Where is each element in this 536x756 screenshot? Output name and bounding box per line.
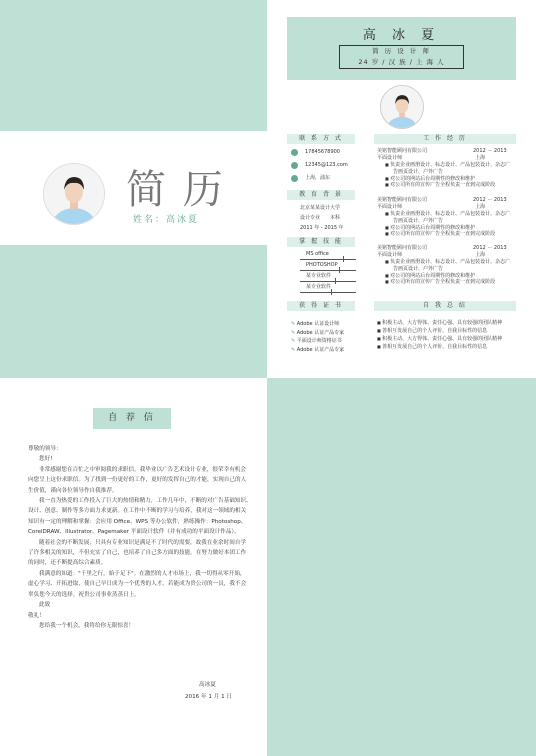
education-period: 2011 年 - 2015 年 — [300, 225, 344, 231]
phone-icon — [291, 149, 298, 156]
job-bullet: ■ 对公司的网站后台周期性的修改和维护 — [385, 273, 517, 280]
resume-meta: 24 岁 / 汉 族 / 上 海 人 — [358, 58, 445, 66]
letter-title: 自 荐 信 — [108, 413, 156, 423]
cover-big-title: 简 历 — [126, 167, 225, 213]
skill-label: PHOTOSHOP — [306, 262, 338, 268]
skill-label: 某专业软件 — [306, 284, 332, 290]
job-bullet: ■ 对公司所有的宣传广告全程负责一直到完成阶段 — [385, 182, 517, 189]
job-city: 上海 — [475, 155, 486, 161]
job-bullet: ■ 对公司的网站后台周期性的修改和维护 — [385, 176, 517, 183]
job-bullet: ■ 对公司所有的宣传广告全程负责一直到完成阶段 — [385, 279, 517, 286]
job-bullet-cont: 告画页设计、户外广告 — [393, 168, 444, 175]
resume-name: 高 冰 夏 — [362, 28, 441, 43]
pen-icon: ✎ — [291, 321, 297, 327]
letter-date: 2016 年 1 月 1 日 — [185, 694, 233, 700]
letter-line: 虚心学习、开拓进取，使自己早日成为一个优秀的人才。若能成为贵公司的一员，我不会 — [28, 581, 247, 588]
skill-label: 某专业软件 — [306, 273, 332, 279]
contact-address: 上海，浦东 — [305, 175, 331, 181]
cover-name-line: 姓名：高冰夏 — [133, 215, 200, 225]
education-degree: 本科 — [330, 215, 341, 221]
job-period: 2012 － 2013 — [473, 197, 507, 203]
skill-bar — [300, 259, 356, 260]
job-bullet: ■ 负责企业画册设计、标志设计、产品包装设计、杂志广 — [385, 211, 517, 218]
job-bullet: ■ 负责企业画册设计、标志设计、产品包装设计、杂志广 — [385, 259, 517, 266]
certs-heading: 获 得 证 书 — [287, 301, 355, 311]
job-role: 平面设计师 — [377, 155, 403, 161]
summary-item: ■ 积极主动、大方得体、责任心强、具有较强的团队精神 — [377, 335, 517, 343]
cover-top-band — [0, 0, 267, 131]
back-page — [267, 378, 536, 756]
job-role: 平面设计师 — [377, 252, 403, 258]
location-icon — [291, 175, 298, 182]
skill-bar — [300, 281, 356, 282]
cover-bottom-band — [0, 245, 267, 378]
pen-icon: ✎ — [291, 346, 297, 353]
resume-title-box — [339, 45, 464, 69]
letter-signature: 高冰夏 — [199, 682, 216, 688]
cert-item: ✎ Adobe 认证产品专家 — [291, 329, 345, 336]
letter-regards: 敬礼！ — [28, 612, 45, 619]
cert-item: ✎ Adobe 认证设计师 — [291, 321, 340, 327]
skill-label: MS office — [306, 251, 329, 257]
summary-item: ■ 善相互发展自己的个人评价、自我目标性的信息 — [377, 343, 517, 351]
job-bullet: ■ 对公司的网站后台周期性的修改和维护 — [385, 225, 517, 232]
letter-line: 设计、创意、制作等多方面力求更新。在工作中不断的学习与培养，我对这一领域的相关 — [28, 508, 247, 515]
job-bullet: ■ 对公司所有的宣传广告全程负责一直到完成阶段 — [385, 231, 517, 238]
skill-bar — [300, 270, 356, 271]
resume-job-title: 简 历 设 计 师 — [372, 47, 431, 55]
letter-line: 向您呈上这份求职信。为了找到一份更好的工作，更好的发挥自己的才能，实现自己的人 — [28, 477, 247, 484]
skill-level-marker — [343, 256, 344, 262]
skill-level-marker — [335, 278, 336, 284]
letter-line: 我一直为热爱的工作投入了巨大的热情和精力，工作几年中，不断的对广告基础知识、 — [39, 498, 252, 505]
letter-line: 随着社会的不断发展，只具有专业知识是满足不了时代的需要，故我在业余时间自学 — [39, 539, 246, 546]
letter-line: 生价值，谨向各位领导作自我推荐。 — [28, 487, 118, 494]
letter-line: 知识有一定的理解和掌握：会应用 Office、WPS 等办公软件，熟练操作：Photoshop、 — [28, 518, 247, 525]
letter-line: CorelDRAW、Illustrator、Pagemaker 平面设计软件（并有成功的平面设计作品）。 — [28, 529, 240, 536]
job-bullet-cont: 告画页设计、户外广告 — [393, 217, 444, 224]
letter-greeting: 您好! — [39, 456, 53, 463]
certs-list — [291, 320, 361, 354]
contact-email: 12345@123.com — [305, 162, 348, 168]
job-company: 美铭智能顾问有限公司 — [377, 197, 428, 203]
letter-salutation: 尊敬的领导： — [28, 446, 62, 452]
education-heading: 教 育 背 景 — [287, 190, 355, 200]
skill-level-marker — [339, 267, 340, 273]
work-job — [377, 245, 517, 286]
work-job — [377, 197, 517, 238]
work-heading: 工 作 经 历 — [374, 134, 516, 144]
letter-line: 非常感谢您在百忙之中审阅我的求职信。我毕业以广告艺术设计专业，很荣幸有机会 — [39, 466, 246, 473]
letter-body — [28, 444, 252, 631]
summary-item: ■ 善相互发展自己的个人评价、自我目标性的信息 — [377, 327, 517, 335]
cert-item: ✎ 平面设计师资格证书 — [291, 338, 342, 344]
cert-item: ✎ Adobe 认证产品专家 — [291, 346, 345, 353]
job-company: 美铭智能顾问有限公司 — [377, 245, 428, 251]
job-city: 上海 — [475, 204, 486, 210]
summary-heading: 自 我 总 结 — [374, 301, 516, 311]
summary-list — [377, 319, 517, 351]
skills-list — [300, 251, 356, 295]
contact-heading: 联 系 方 式 — [287, 134, 355, 144]
job-city: 上海 — [475, 252, 486, 258]
cover-photo-avatar — [43, 163, 105, 225]
letter-line: 的同时，还不断提高综合素质。 — [28, 560, 107, 567]
skills-heading: 掌 握 技 能 — [287, 237, 355, 247]
skill-bar — [300, 292, 356, 293]
letter-line: 了许多相关的知识，不但充实了自己，也培养了自己多方面的技能。在努力做好本团工作 — [28, 550, 247, 557]
work-job — [377, 148, 517, 189]
summary-item: ■ 积极主动、大方得体、责任心强、具有较强的团队精神 — [377, 319, 517, 327]
job-period: 2012 － 2013 — [473, 148, 507, 154]
job-bullet-cont: 告画页设计、户外广告 — [393, 265, 444, 272]
pen-icon: ✎ — [291, 338, 297, 344]
letter-line: 辜负您今天的选择。祝贵公司事业蒸蒸日上。 — [28, 591, 140, 598]
letter-hope: 您给我一个机会，我将给你无限惊喜！ — [39, 622, 135, 629]
resume-photo-avatar — [380, 85, 424, 129]
letter-line: 我满意的知道："千里之行，始于足下"。在激烈的人才市场上，我一切得从零开始， — [39, 570, 246, 577]
letter-closing: 此致 — [39, 602, 51, 609]
email-icon — [291, 162, 298, 169]
job-company: 美铭智能顾问有限公司 — [377, 148, 428, 154]
pen-icon: ✎ — [291, 329, 297, 336]
education-major: 设计专业 — [300, 215, 321, 221]
job-bullet: ■ 负责企业画册设计、标志设计、产品包装设计、杂志广 — [385, 162, 517, 169]
contact-phone: 17845678900 — [305, 149, 340, 155]
job-period: 2012 － 2013 — [473, 245, 507, 251]
skill-level-marker — [331, 289, 332, 295]
job-role: 平面设计师 — [377, 204, 403, 210]
education-school: 北京某某设计大学 — [300, 205, 341, 211]
